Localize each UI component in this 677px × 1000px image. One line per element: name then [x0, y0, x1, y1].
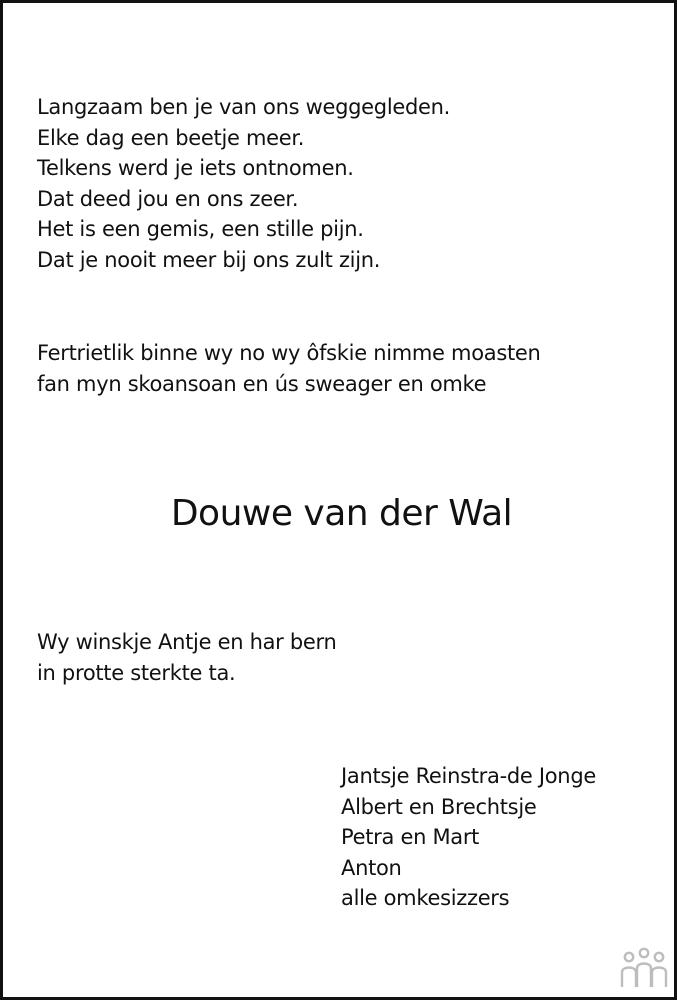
signer-name: Albert en Brechtsje: [341, 794, 537, 819]
condolence-wish: [37, 627, 337, 688]
signer-name: alle omkesizzers: [341, 886, 510, 910]
poem-line: Dat je nooit meer bij ons zult zijn.: [37, 247, 381, 272]
signer-name: Anton: [341, 855, 402, 880]
announcement-line: fan myn skoansoan en ús sweager en omke: [37, 371, 487, 396]
wish-line: in protte sterkte ta.: [37, 660, 236, 685]
signer-name: Petra en Mart: [341, 825, 480, 849]
poem-line: Langzaam ben je van ons weggegleden.: [37, 95, 451, 119]
announcement-line: Fertrietlik binne wy no wy ôfskie nimme moasten: [37, 341, 541, 365]
signer-name: Jantsje Reinstra-de Jonge: [341, 764, 596, 788]
poem: [37, 92, 450, 275]
poem-line: Telkens werd je iets ontnomen.: [37, 156, 354, 180]
people-group-icon: [620, 947, 668, 991]
poem-line: Elke dag een beetje meer.: [37, 125, 305, 150]
wish-line: Wy winskje Antje en har bern: [37, 630, 337, 654]
poem-line: Het is een gemis, een stille pijn.: [37, 217, 364, 241]
signers-list: [341, 761, 596, 914]
deceased-name: Douwe van der Wal: [170, 493, 513, 534]
poem-line: Dat deed jou en ons zeer.: [37, 186, 299, 211]
announcement-text: [37, 338, 541, 399]
